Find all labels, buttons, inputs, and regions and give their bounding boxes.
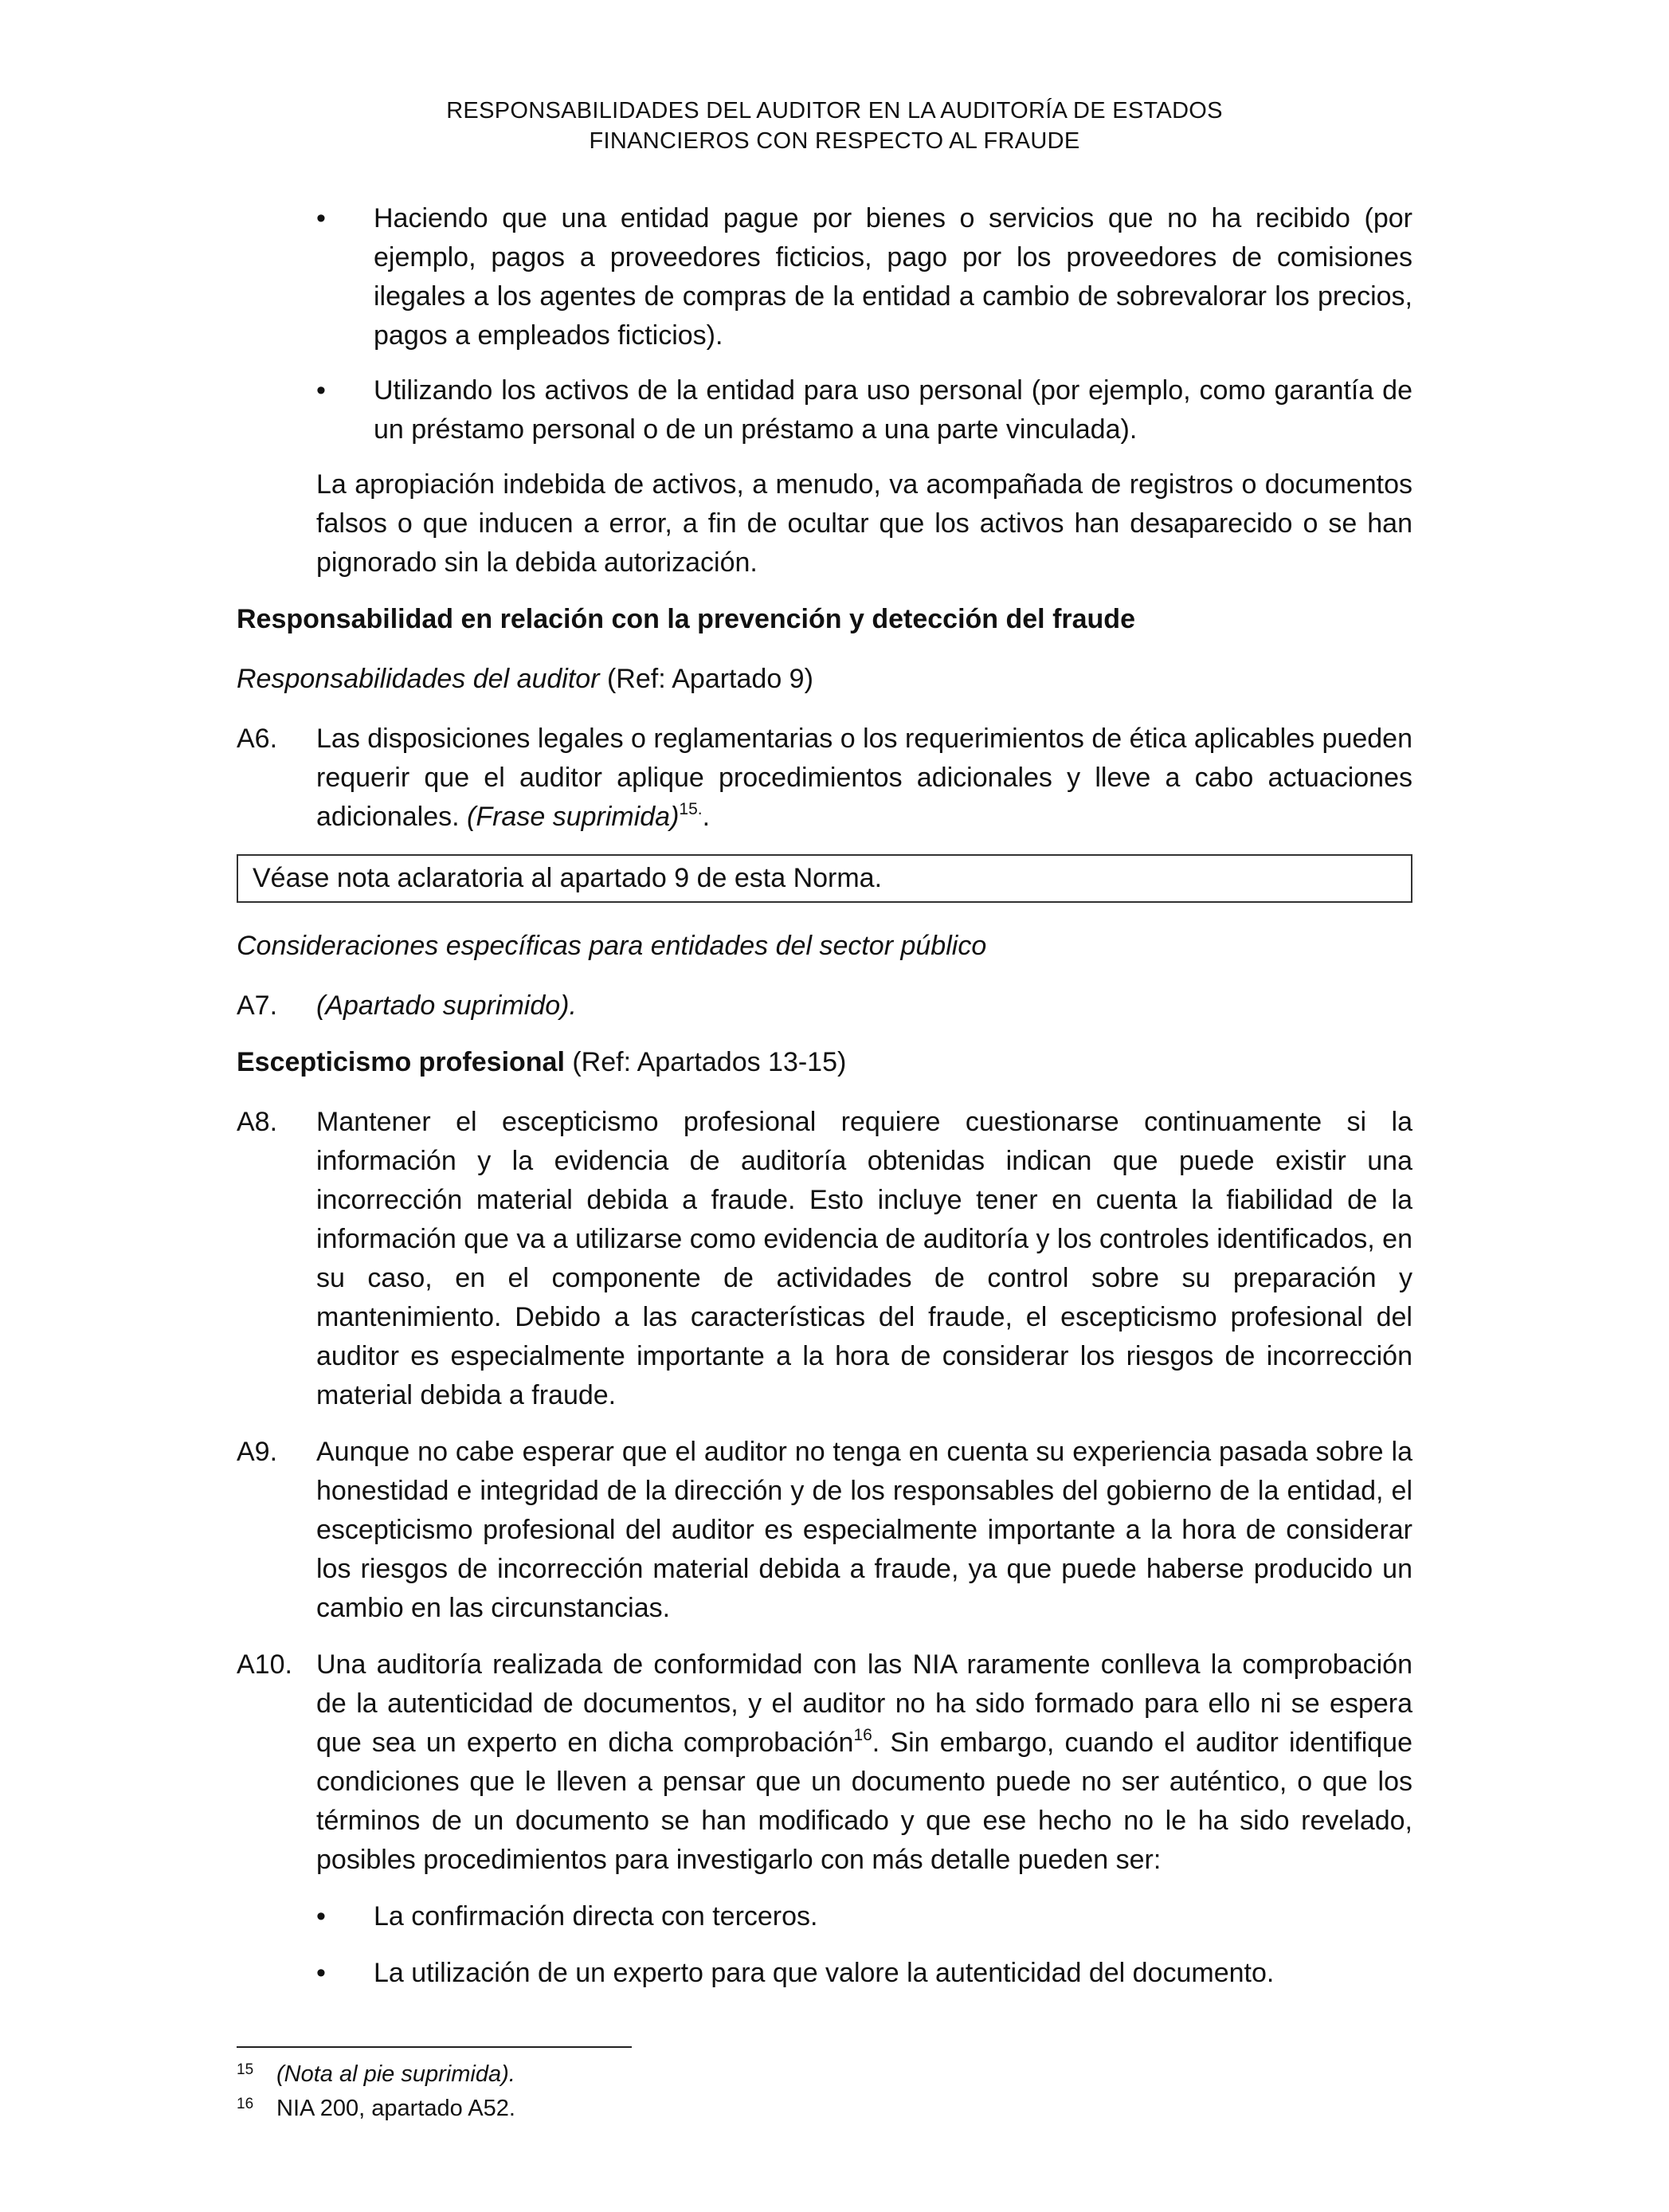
- footnote-text: (Nota al pie suprimida).: [276, 2061, 515, 2087]
- suppressed-phrase: (Frase suprimida): [467, 802, 680, 832]
- bullet-item: [237, 1954, 1412, 1993]
- bullet-text: La utilización de un experto para que valore la autenticidad del documento.: [374, 1958, 1275, 1988]
- paragraph-a8: [237, 1103, 1412, 1415]
- paragraph-text: Aunque no cabe esperar que el auditor no tenga en cuenta su experiencia pasada sobre la honestidad e integridad de la dirección y de los responsables del gobierno de la entidad, el escepticismo profesional del auditor es especialmente importante a la hora de considerar los riesgos de incorrección material debida a fraude, ya que puede haberse producido un cambio en las circunstancias.: [316, 1437, 1412, 1623]
- paragraph-a7: [237, 986, 1412, 1026]
- paragraph-text-after: . Sin embargo, cuando el auditor identifique condiciones que le lleven a pensar que un documento puede no ser auténtico, o que los términos de un documento se han modificado y que ese hecho no le ha sido revelado, posibles procedimientos para investigarlo con más detalle pueden ser:: [316, 1728, 1412, 1875]
- footnote-ref-15[interactable]: 15.: [679, 800, 703, 818]
- bullet-icon: •: [316, 375, 326, 406]
- paragraph-text: (Apartado suprimido).: [316, 990, 577, 1021]
- subheading-auditor: [237, 660, 1412, 699]
- clarifying-note-box: Véase nota aclaratoria al apartado 9 de esta Norma.: [237, 854, 1412, 903]
- paragraph-a6: [237, 720, 1412, 837]
- paragraph-number: A9.: [237, 1437, 278, 1467]
- skepticism-heading-title: Escepticismo profesional: [237, 1047, 565, 1077]
- paragraph-text: Las disposiciones legales o reglamentarias o los requerimientos de ética aplicables pueden requerir que el auditor aplique procedimientos adicionales y lleve a cabo actuaciones adicionales.: [316, 724, 1412, 832]
- subheading-auditor-title: Responsabilidades del auditor: [237, 664, 600, 694]
- bullet-icon: •: [316, 1958, 326, 1988]
- misappropriation-paragraph: La apropiación indebida de activos, a menudo, va acompañada de registros o documentos falsos o que inducen a error, a fin de ocultar que los activos han desaparecido o se han pignorado sin la debida autorización.: [316, 469, 1412, 578]
- bullet-item: [237, 371, 1412, 449]
- section-heading: Responsabilidad en relación con la prevención y detección del fraude: [237, 604, 1135, 634]
- skepticism-heading-ref: (Ref: Apartados 13-15): [572, 1047, 847, 1077]
- skepticism-heading: [237, 1043, 1412, 1082]
- header-line-1: RESPONSABILIDADES DEL AUDITOR EN LA AUDITORÍA DE ESTADOS: [446, 98, 1223, 124]
- footnote-text: NIA 200, apartado A52.: [276, 2096, 515, 2121]
- footnote-divider: [237, 2046, 632, 2048]
- subheading-auditor-ref: (Ref: Apartado 9): [606, 664, 813, 694]
- bullet-icon: •: [316, 203, 326, 233]
- paragraph-a10: [237, 1645, 1412, 1880]
- footnote-16: [237, 2092, 1412, 2126]
- paragraph-number: A10.: [237, 1649, 292, 1680]
- body-content: [237, 199, 1412, 2010]
- paragraph-text: Mantener el escepticismo profesional requiere cuestionarse continuamente si la información y la evidencia de auditoría obtenidas indican que puede existir una incorrección material debida a fraude. Esto incluye tener en cuenta la fiabilidad de la información que va a utilizarse como evidencia de auditoría y los controles identificados, en su caso, en el componente de actividades de control sobre su preparación y mantenimiento. Debido a las características del fraude, el escepticismo profesional del auditor es especialmente importante a la hora de considerar los riesgos de incorrección material debida a fraude.: [316, 1107, 1412, 1410]
- paragraph-number: A6.: [237, 724, 278, 754]
- paragraph-a9: [237, 1433, 1412, 1628]
- footnote-15: [237, 2057, 1412, 2092]
- bullet-item: [237, 199, 1412, 355]
- header-line-2: FINANCIEROS CON RESPECTO AL FRAUDE: [589, 128, 1080, 154]
- running-header: [0, 96, 1669, 156]
- bullet-text: Haciendo que una entidad pague por bienes o servicios que no ha recibido (por ejemplo, pagos a proveedores ficticios, pago por los proveedores de comisiones ilegales a los agentes de compras de la entidad a cambio de sobrevalorar los precios, pagos a empleados ficticios).: [374, 203, 1412, 351]
- bullet-icon: •: [316, 1901, 326, 1932]
- subheading-public-sector: Consideraciones específicas para entidades del sector público: [237, 931, 987, 961]
- paragraph-number: A7.: [237, 990, 278, 1021]
- paragraph-number: A8.: [237, 1107, 278, 1137]
- footnote-number: 16: [237, 2096, 254, 2112]
- bullet-text: Utilizando los activos de la entidad para uso personal (por ejemplo, como garantía de un préstamo personal o de un préstamo a una parte vinculada).: [374, 375, 1412, 445]
- footnotes: [237, 2057, 1412, 2126]
- bullet-item: [237, 1897, 1412, 1936]
- bullet-text: La confirmación directa con terceros.: [374, 1901, 818, 1932]
- paragraph-text-before: Una auditoría realizada de conformidad con las NIA raramente conlleva la comprobación de la autenticidad de documentos, y el auditor no ha sido formado para ello ni se espera que sea un experto en dicha comprobación: [316, 1649, 1412, 1758]
- footnote-number: 15: [237, 2061, 254, 2078]
- footnote-ref-16[interactable]: 16: [853, 1726, 872, 1744]
- paragraph-end: .: [702, 802, 711, 832]
